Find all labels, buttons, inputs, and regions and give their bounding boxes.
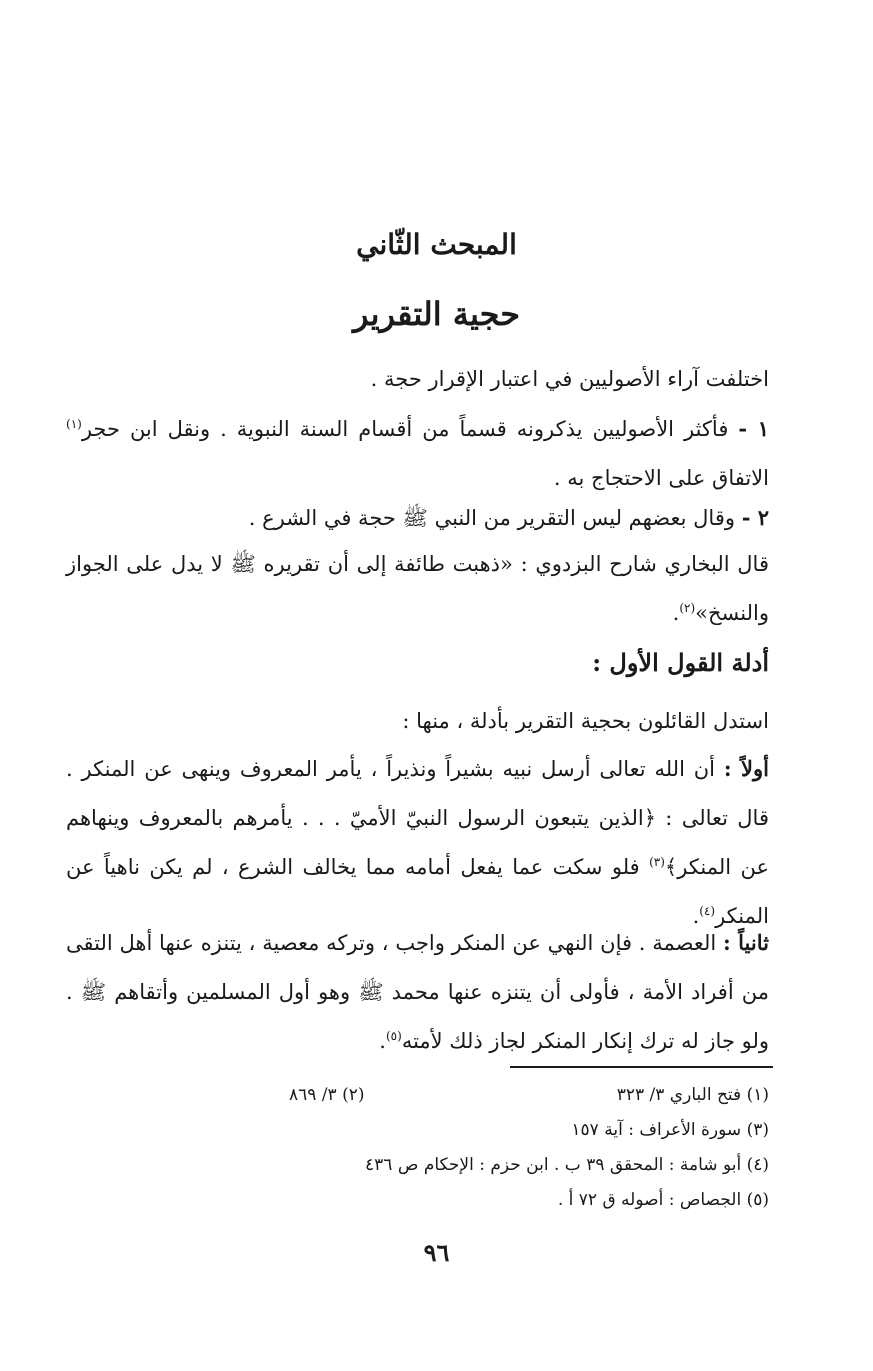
first-evidence-text-b: فلو سكت عما يفعل أمامه مما يخالف الشرع ، لم يكن ناهياً عن المنكر bbox=[66, 855, 769, 928]
first-evidence-text-a: أن الله تعالى أرسل نبيه بشيراً ونذيراً ، يأمر المعروف وينهى عن المنكر . قال تعالى : ﴿الذين يتبعون الرسول النبيّ الأميّ . . . يأمرهم بالمعروف وينهاهم عن المنكر﴾ bbox=[66, 757, 769, 879]
footnote-divider bbox=[510, 1066, 773, 1068]
footnote-1: (١) فتح الباري ٣/ ٣٢٣ bbox=[616, 1085, 769, 1105]
point-two-paragraph bbox=[66, 493, 769, 543]
footnote-ref-5: (٥) bbox=[385, 1029, 402, 1043]
point-two-block bbox=[66, 493, 769, 543]
point-one-text-a: فأكثر الأصوليين يذكرونه قسماً من أقسام السنة النبوية . ونقل ابن حجر bbox=[81, 417, 729, 441]
point-two-text: وقال بعضهم ليس التقرير من النبي ﷺ حجة في الشرع . bbox=[248, 506, 735, 530]
bukhari-paragraph bbox=[66, 540, 769, 638]
point-one-number: ١ - bbox=[738, 416, 769, 441]
second-evidence-block bbox=[66, 918, 769, 1066]
footnote-ref-3: (٣) bbox=[649, 855, 665, 869]
first-evidence-end: . bbox=[692, 904, 700, 928]
second-evidence-paragraph bbox=[66, 918, 769, 1066]
footnotes bbox=[249, 1078, 769, 1218]
bukhari-text: قال البخاري شارح البزدوي : «ذهبت طائفة إلى أن تقريره ﷺ لا يدل على الجواز والنسخ» bbox=[66, 552, 769, 625]
footnote-2: (٢) ٣/ ٨٦٩ bbox=[289, 1085, 365, 1105]
footnote-ref-2: (٢) bbox=[679, 601, 696, 615]
intro-block bbox=[66, 355, 769, 503]
first-evidence-paragraph bbox=[66, 744, 769, 941]
footnote-ref-1: (١) bbox=[66, 417, 82, 431]
chapter-title: حجية التقرير bbox=[352, 295, 521, 333]
point-two-number: ٢ - bbox=[741, 505, 769, 530]
evidence-intro-block bbox=[66, 697, 769, 746]
point-one-text-b: الاتفاق على الاحتجاج به . bbox=[553, 466, 769, 490]
first-evidence-lead: أولاً : bbox=[723, 756, 769, 781]
first-evidence-block bbox=[66, 744, 769, 941]
bukhari-block bbox=[66, 540, 769, 638]
point-one-paragraph bbox=[66, 404, 769, 503]
footnote-row-1-2 bbox=[249, 1078, 769, 1113]
second-evidence-lead: ثانياً : bbox=[723, 930, 769, 955]
intro-paragraph: اختلفت آراء الأصوليين في اعتبار الإقرار حجة . bbox=[370, 367, 769, 391]
second-evidence-text: العصمة . فإن النهي عن المنكر واجب ، وتركه معصية ، يتنزه عنها أهل التقى من أفراد الأمة ، فأولى أن يتنزه عنها محمد ﷺ وهو أول المسلمين وأتقاهم ﷺ . ولو جاز له ترك إنكار المنكر لجاز ذلك لأمته bbox=[66, 931, 769, 1053]
first-opinion-heading: أدلة القول الأول : bbox=[592, 648, 769, 677]
footnote-4: (٤) أبو شامة : المحقق ٣٩ ب . ابن حزم : الإحكام ص ٤٣٦ bbox=[365, 1155, 769, 1175]
second-evidence-end: . bbox=[379, 1029, 386, 1053]
bukhari-end: . bbox=[672, 601, 680, 625]
section-title: المبحث الثّاني bbox=[356, 228, 517, 261]
footnote-5: (٥) الجصاص : أصوله ق ٧٢ أ . bbox=[557, 1190, 769, 1210]
evidence-intro-paragraph: استدل القائلون بحجية التقرير بأدلة ، منها : bbox=[402, 709, 769, 733]
footnote-ref-4: (٤) bbox=[699, 904, 716, 918]
page-number: ٩٦ bbox=[423, 1238, 450, 1267]
footnote-3: (٣) سورة الأعراف : آية ١٥٧ bbox=[571, 1120, 769, 1140]
